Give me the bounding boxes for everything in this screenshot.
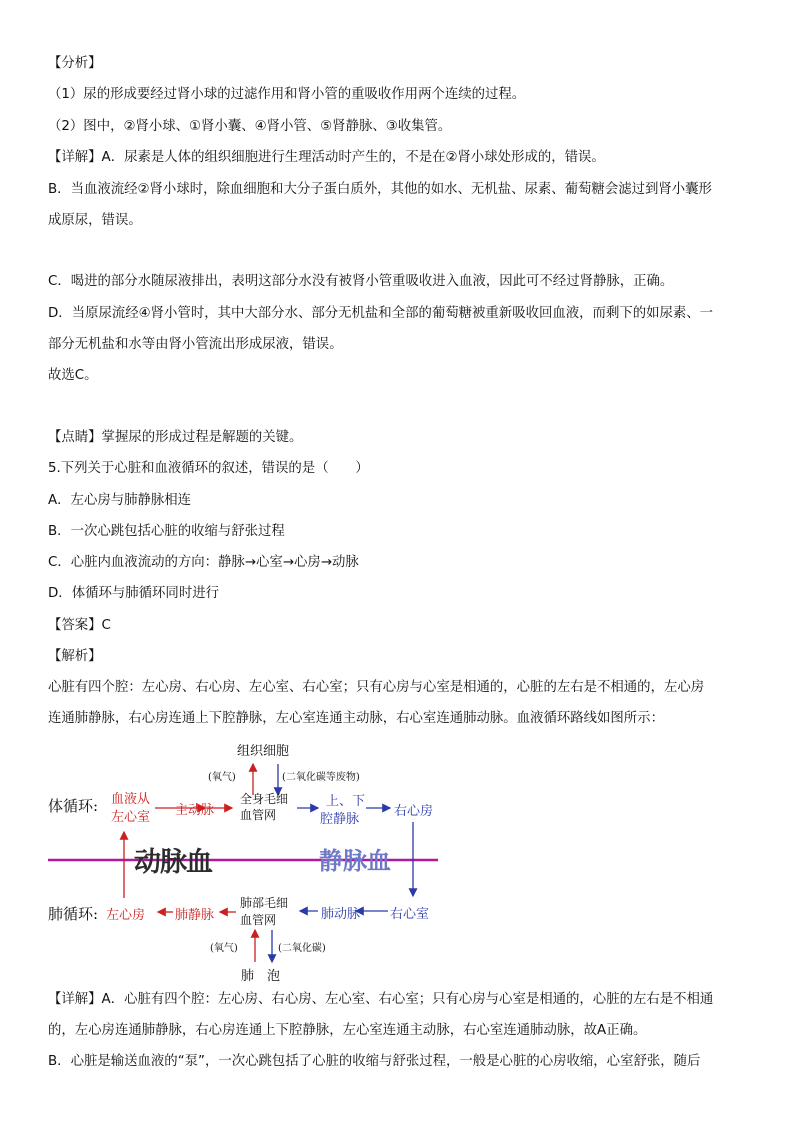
analysis-q5-line-1: 心脏有四个腔：左心房、右心房、左心室、右心室；只有心房与心室是相通的，心脏的左右是不相通的，左心房	[48, 680, 705, 695]
vena-cava-label-2: 腔静脉	[320, 812, 360, 827]
detail2-b: B．心脏是输送血液的“泵”，一次心跳包括了心脏的收缩与舒张过程，一般是心脏的心房收缩，心室舒张，随后	[48, 1054, 701, 1069]
tissue-cells-label: 组织细胞	[237, 744, 290, 759]
lung-capillaries-label-1: 肺部毛细	[240, 896, 289, 910]
body-capillaries-label-2: 血管网	[240, 808, 277, 822]
option-c: C．心脏内血液流动的方向：静脉→心室→心房→动脉	[48, 555, 359, 570]
vena-cava-label-1: 上、下	[326, 794, 366, 809]
oxygen-top-label: (氧气)	[208, 772, 236, 783]
detail-b-line-1: B．当血液流经②肾小球时，除血细胞和大分子蛋白质外，其他的如水、无机盐、尿素、葡萄糖会滤过到肾小囊形	[48, 182, 712, 197]
analysis-header-2: 【解析】	[48, 649, 102, 664]
detail-a: 【详解】A．尿素是人体的组织细胞进行生理活动时产生的，不是在②肾小球处形成的，错误。	[48, 150, 605, 165]
detail-c: C．喝进的部分水随尿液排出，表明这部分水没有被肾小管重吸收进入血液，因此可不经过肾静脉，正确。	[48, 274, 674, 289]
option-a: A．左心房与肺静脉相连	[48, 493, 192, 508]
pulmonary-circulation-label: 肺循环:	[48, 905, 99, 923]
option-b: B．一次心跳包括心脏的收缩与舒张过程	[48, 524, 285, 539]
detail2-a-line-1: 【详解】A．心脏有四个腔：左心房、右心房、左心室、右心室；只有心房与心室是相通的，心脏的左右是不相通	[48, 992, 714, 1007]
pulmonary-vein-label: 肺静脉	[175, 908, 215, 923]
systemic-circulation-label: 体循环:	[48, 797, 99, 815]
venous-blood-label: 静脉血	[319, 846, 391, 875]
pulmonary-artery-label: 肺动脉	[321, 907, 361, 922]
analysis-line-1: （1）尿的形成要经过肾小球的过滤作用和肾小管的重吸收作用两个连续的过程。	[48, 87, 526, 102]
question-stem: 5.下列关于心脏和血液循环的叙述，错误的是（ ）	[48, 461, 369, 476]
body-capillaries-label-1: 全身毛细	[240, 792, 289, 806]
detail2-a-line-2: 的，左心房连通肺静脉，右心房连通上下腔静脉，左心室连通主动脉，右心室连通肺动脉，故A正确。	[48, 1023, 647, 1038]
oxygen-bottom-label: (氧气)	[210, 943, 238, 954]
left-ventricle-label: 左心室	[111, 810, 151, 825]
co2-waste-label: (二氧化碳等废物)	[282, 772, 360, 783]
analysis-line-2: （2）图中，②肾小球、①肾小囊、④肾小管、⑤肾静脉、③收集管。	[48, 119, 452, 134]
detail-b-line-2: 成原尿，错误。	[48, 213, 142, 228]
detail-d-line-2: 部分无机盐和水等由肾小管流出形成尿液，错误。	[48, 337, 343, 352]
aorta-label: 主动脉	[175, 803, 215, 818]
right-ventricle-label: 右心室	[390, 907, 430, 922]
alveoli-label: 肺 泡	[241, 969, 281, 984]
detail-d-line-1: D．当原尿流经④肾小管时，其中大部分水、部分无机盐和全部的葡萄糖被重新吸收回血液，而剩下的如尿素、一	[48, 306, 714, 321]
analysis-q5-line-2: 连通肺静脉，右心房连通上下腔静脉，左心室连通主动脉，右心室连通肺动脉。血液循环路线如图所示：	[48, 711, 664, 726]
blood-from-label: 血液从	[111, 792, 151, 807]
option-d: D．体循环与肺循环同时进行	[48, 586, 219, 601]
tip: 【点睛】掌握尿的形成过程是解题的关键。	[48, 430, 303, 445]
answer: 【答案】C	[48, 618, 111, 633]
co2-label: (二氧化碳)	[278, 943, 326, 954]
detail-choice: 故选C。	[48, 368, 98, 383]
arterial-blood-label: 动脉血	[134, 847, 212, 878]
left-atrium-label: 左心房	[106, 908, 146, 923]
analysis-header: 【分析】	[48, 56, 102, 71]
right-atrium-label: 右心房	[394, 804, 434, 819]
lung-capillaries-label-2: 血管网	[240, 913, 277, 927]
